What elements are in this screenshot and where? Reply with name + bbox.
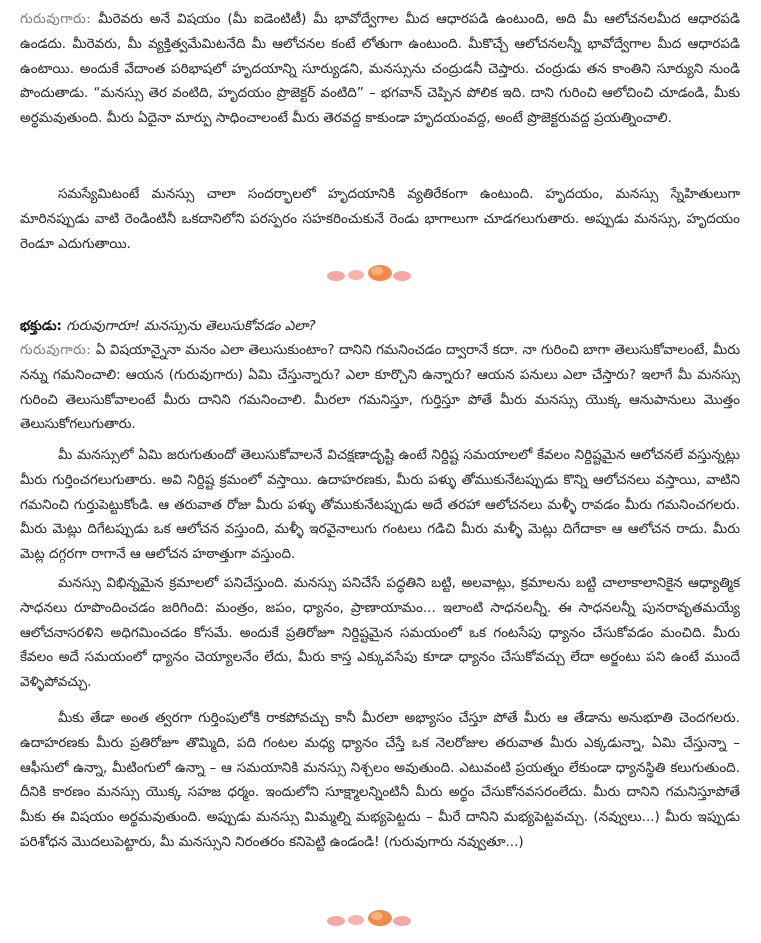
answer-text: సమస్యేమిటంటే మనస్సు చాలా సందర్భాలలో హృదయానికి వ్యతిరేకంగా ఉంటుంది. హృదయం, మనస్సు స్నేహితులుగా మారినప్పుడు వాటి రెండింటినీ ఒకదానిలోని పరస్పరం సహకరించుకునే రెండు భాగాలుగా చూడగలుగుతారు. అప్పుడు మనస్సు, హృదయం రెండూ ఎదుగుతాయి. <box>20 186 740 252</box>
guru-answer-paragraph-3 <box>20 338 740 437</box>
flower-ornament-divider <box>322 262 418 284</box>
answer-paragraph-2 <box>20 182 740 256</box>
answer-paragraph-6 <box>20 706 740 855</box>
answer-paragraph-4 <box>20 443 740 567</box>
answer-text: మీరెవరు అనే విషయం (మీ ఐడెంటిటీ) మీ భావోద్వేగాల మీద ఆధారపడి ఉంటుంది, అది మీ ఆలోచనలమీద ఆధారపడి ఉండదు. మీరెవరు, మీ వ్యక్తిత్వమేమిటనేది మీ ఆలోచనల కంటే లోతుగా ఉంటుంది. మీకొచ్చే ఆలోచనలన్నీ భావోద్వేగాల మీద ఆధారపడి ఉంటాయి. అందుకే వేదాంత పరిభాషలో హృదయాన్ని సూర్యుడని, మనస్సును చంద్రుడనీ చెప్తారు. చంద్రుడు తన కాంతిని సూర్యుని నుండి పొందుతాడు. “మనస్సు తెర వంటిది, హృదయం ప్రొజెక్టర్ వంటిది” – భగవాన్ చెప్పిన పోలిక ఇది. దాని గురించి ఆలోచించి చూడండి, మీకు అర్థమవుతుంది. మీరు ఏదైనా మార్పు సాధించాలంటే మీరు తెరవద్ద కాకుండా హృదయంవద్ద, అంటే ప్రొజెక్టరువద్ద ప్రయత్నించాలి. <box>20 11 740 127</box>
answer-text: ఏ విషయాన్నైనా మనం ఎలా తెలుసుకుంటాం? దానిని గమనించడం ద్వారానే కదా. నా గురించి బాగా తెలుసుకోవాలంటే, మీరు నన్ను గమనించాలి: ఆయన (గురువుగారు) ఏమి చేస్తున్నారు? ఎలా కూర్చొని ఉన్నారు? ఆయన పనులు ఎలా చేస్తారు? ఇలాగే మీ మనస్సు గురించి తెలుసుకోవాలంటే మీరు దానిని గమనించాలి. మీరలా గమనిస్తూ, గుర్తిస్తూ పోతే మీరు మనస్సు యొక్క ఆనుపానులు మొత్తం తెలుసుకోగలుగుతారు. <box>20 342 740 433</box>
pink-petal-mid <box>348 915 364 925</box>
pink-petal-left <box>327 916 345 926</box>
pink-petal-left <box>327 271 345 281</box>
guru-answer-paragraph-1 <box>20 7 740 131</box>
orange-flower-highlight <box>371 267 383 275</box>
answer-text: మనస్సు విభిన్నమైన క్రమాలలో పనిచేస్తుంది. మనస్సు పనిచేసే పద్ధతిని బట్టి, అలవాట్లు, క్రమాలను బట్టి చాలాకాలానికైన ఆధ్యాత్మిక సాధనలు రూపొందించడం జరిగింది: మంత్రం, జపం, ధ్యానం, ప్రాణాయామం... ఇలాంటి సాధనలన్నీ. ఈ సాధనలన్నీ పునరావృతమయ్యే ఆలోచనాసరళిని అధిగమించడం కోసమే. అందుకే ప్రతిరోజూ నిర్దిష్టమైన సమయంలో ఒక గంటసేపు ధ్యానం చేసుకోవడం మంచిది. మీరు కేవలం అదే సమయంలో ధ్యానం చెయ్యాలనేం లేదు, మీరు కాస్త ఎక్కువసేపు కూడా ధ్యానం చేసుకోవచ్చు లేదా అర్జంటు పని ఉంటే ముందే వెళ్ళిపోవచ్చు. <box>20 575 740 691</box>
orange-flower-highlight <box>371 912 383 920</box>
guru-label: గురువుగారు: <box>20 11 92 27</box>
pink-petal-right <box>393 271 411 281</box>
pink-petal-right <box>393 916 411 926</box>
answer-paragraph-5 <box>20 571 740 695</box>
guru-label: గురువుగారు: <box>20 342 92 358</box>
bhaktudu-label: భక్తుడు: <box>20 318 62 334</box>
answer-text: మీకు తేడా అంత త్వరగా గుర్తింపులోకి రాకపోవచ్చు కానీ మీరలా అభ్యాసం చేస్తూ పోతే మీరు ఆ తేడాను అనుభూతి చెందగలరు. ఉదాహరణకు మీరు ప్రతిరోజూ తొమ్మిది, పది గంటల మధ్య ధ్యానం చేస్తే ఒక నెలరోజుల తరువాత మీరు ఎక్కడున్నా, ఏమి చేస్తున్నా – ఆఫీసులో ఉన్నా, మీటింగులో ఉన్నా – ఆ సమయానికి మనస్సు నిశ్చలం అవుతుంది. ఎటువంటి ప్రయత్నం లేకుండా ధ్యానస్థితి కలుగుతుంది. దీనికి కారణం మనస్సు యొక్క సహజ ధర్మం. ఇందులోని సూక్ష్మాలన్నింటినీ మీరు అర్థం చేసుకోనవసరంలేదు. మీరు దానిని గమనిస్తూపోతే మీకు ఈ విషయం అర్థమవుతుంది. అప్పుడు మనస్సు మిమ్మల్ని మభ్యపెట్టదు – మీరే దానిని మభ్యపెట్టవచ్చు. (నవ్వులు...) మీరు ఇప్పుడు పరిశోధన మొదలుపెట్టారు, మీ మనస్సుని నిరంతరం కనిపెట్టి ఉండండి! (గురువుగారు నవ్వుతూ...) <box>20 710 740 850</box>
pink-petal-mid <box>348 270 364 280</box>
question-text: గురువుగారూ! మనస్సును తెలుసుకోవడం ఎలా? <box>66 318 316 334</box>
devotee-question <box>20 314 740 339</box>
flower-ornament-divider-bottom <box>322 907 418 929</box>
answer-text: మీ మనస్సులో ఏమి జరుగుతుందో తెలుసుకోవాలనే విచక్షణాదృష్టి ఉంటే నిర్దిష్ట సమయాలలో కేవలం నిర్దిష్టమైన ఆలోచనలే వస్తున్నట్లు మీరు గుర్తించగలుగుతారు. అవి నిర్దిష్ట క్రమంలో వస్తాయి. ఉదాహరణకు, మీరు పళ్ళు తోముకునేటప్పుడు కొన్ని ఆలోచనలు వస్తాయి, వాటిని గమనించి గుర్తుపెట్టుకోండి. ఆ తరువాత రోజు మీరు పళ్ళు తోముకునేటప్పుడు అదే తరహా ఆలోచనలు మళ్ళీ రావడం మీరు గమనించగలరు. మీరు మెట్లు దిగేటప్పుడు ఒక ఆలోచన వస్తుంది, మళ్ళీ ఇరవైనాలుగు గంటలు గడిచి మీరు మళ్ళీ మెట్లు దిగేదాకా ఆ ఆలోచన రాదు. మీరు మెట్ల దగ్గరగా రాగానే ఆ ఆలోచన హఠాత్తుగా వస్తుంది. <box>20 447 740 563</box>
